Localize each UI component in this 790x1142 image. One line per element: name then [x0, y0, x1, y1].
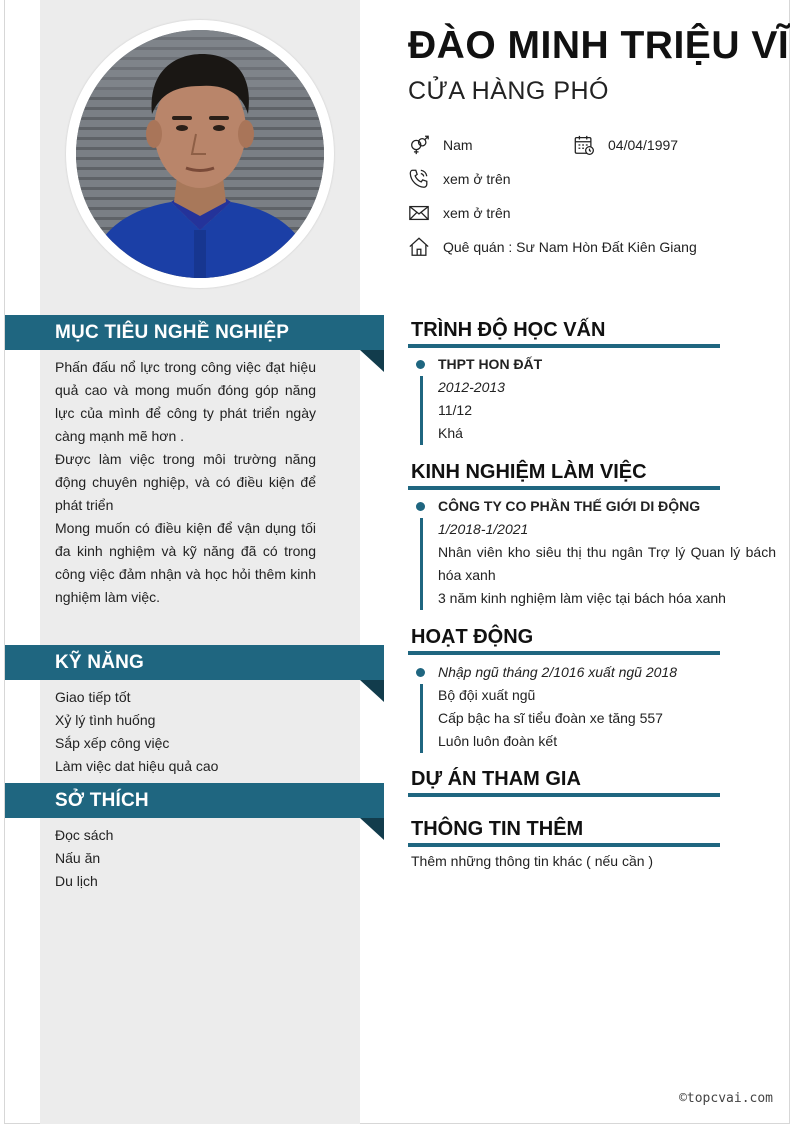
list-item: Làm việc dat hiệu quả cao — [55, 758, 219, 774]
hometown-row — [408, 235, 697, 259]
experience-heading: KINH NGHIỆM LÀM VIỆC — [408, 461, 720, 490]
experience-company: CÔNG TY CO PHẦN THẾ GIỚI DI ĐỘNG — [438, 498, 701, 514]
phone-icon — [408, 168, 430, 190]
email-value: xem ở trên — [443, 205, 511, 221]
hobbies-heading-fold — [360, 818, 384, 840]
email-icon — [408, 202, 430, 224]
candidate-name: ĐÀO MINH TRIỆU VĨ — [408, 24, 790, 67]
activities-entry — [416, 661, 776, 755]
objective-heading: MỤC TIÊU NGHỀ NGHIỆP — [5, 315, 384, 350]
experience-period: 1/2018-1/2021 — [438, 521, 529, 537]
phone-row — [408, 167, 511, 191]
birthday-row — [573, 133, 678, 157]
experience-role: Nhân viên kho siêu thị thu ngân Trợ lý Quan lý bách hóa xanh — [438, 544, 776, 583]
activities-rank: Cấp bậc ha sĩ tiểu đoàn xe tăng 557 — [438, 710, 663, 726]
gender-icon — [408, 134, 430, 156]
education-grade: 11/12 — [438, 402, 472, 418]
timeline-line — [420, 376, 423, 445]
email-row — [408, 201, 511, 225]
list-item: Giao tiếp tốt — [55, 689, 131, 705]
education-school: THPT HON ĐẤT — [438, 356, 543, 372]
birthday-value: 04/04/1997 — [608, 137, 679, 153]
timeline-line — [420, 684, 423, 753]
activities-period: Nhập ngũ tháng 2/1016 xuất ngũ 2018 — [438, 664, 677, 680]
gender-value: Nam — [443, 137, 473, 153]
education-heading: TRÌNH ĐỘ HỌC VẤN — [408, 319, 720, 348]
timeline-dot — [416, 360, 425, 369]
applied-position: CỬA HÀNG PHÓ — [408, 77, 609, 105]
home-icon — [408, 236, 430, 258]
objective-paragraph: Phấn đấu nổ lực trong công việc đạt hiệu quả cao và mong muốn đóng góp năng lực của mình để công ty phát triển ngày càng mạnh mẽ hơn . — [55, 359, 316, 444]
list-item: Sắp xếp công việc — [55, 735, 170, 751]
watermark: ©topcvai.com — [679, 1091, 773, 1106]
experience-entry — [416, 495, 776, 613]
objective-text — [55, 356, 316, 609]
list-item: Du lịch — [55, 873, 98, 889]
gender-row — [408, 133, 473, 157]
objective-paragraph: Mong muốn có điều kiện để vận dụng tối đa kinh nghiệm và kỹ năng đã có trong công việc đảm nhận và học hỏi thêm kinh nghiệm làm việc. — [55, 520, 316, 605]
list-item: Nấu ăn — [55, 850, 101, 866]
timeline-dot — [416, 668, 425, 677]
experience-summary: 3 năm kinh nghiệm làm việc tại bách hóa xanh — [438, 590, 726, 606]
timeline-dot — [416, 502, 425, 511]
list-item: Xỷ lý tình huống — [55, 712, 156, 728]
education-entry — [416, 353, 776, 447]
list-item: Đọc sách — [55, 827, 114, 843]
hobbies-list — [55, 824, 345, 893]
calendar-icon — [573, 134, 595, 156]
additional-heading: THÔNG TIN THÊM — [408, 818, 720, 847]
objective-heading-fold — [360, 350, 384, 372]
phone-value: xem ở trên — [443, 171, 511, 187]
avatar — [76, 30, 324, 278]
objective-paragraph: Được làm việc trong môi trường năng động chuyên nghiệp, và có điều kiện để phát triển — [55, 451, 316, 513]
hobbies-heading: SỞ THÍCH — [5, 783, 384, 818]
skills-heading: KỸ NĂNG — [5, 645, 384, 680]
timeline-line — [420, 518, 423, 610]
activities-unit: Bộ đội xuất ngũ — [438, 687, 536, 703]
education-period: 2012-2013 — [438, 379, 505, 395]
hometown-value: Quê quán : Sư Nam Hòn Đất Kiên Giang — [443, 239, 697, 255]
skills-heading-fold — [360, 680, 384, 702]
skills-list — [55, 686, 345, 778]
activities-note: Luôn luôn đoàn kết — [438, 733, 558, 749]
additional-text: Thêm những thông tin khác ( nếu cần ) — [411, 853, 654, 869]
projects-heading: DỰ ÁN THAM GIA — [408, 768, 720, 797]
activities-heading: HOẠT ĐỘNG — [408, 626, 720, 655]
education-rank: Khá — [438, 425, 463, 441]
